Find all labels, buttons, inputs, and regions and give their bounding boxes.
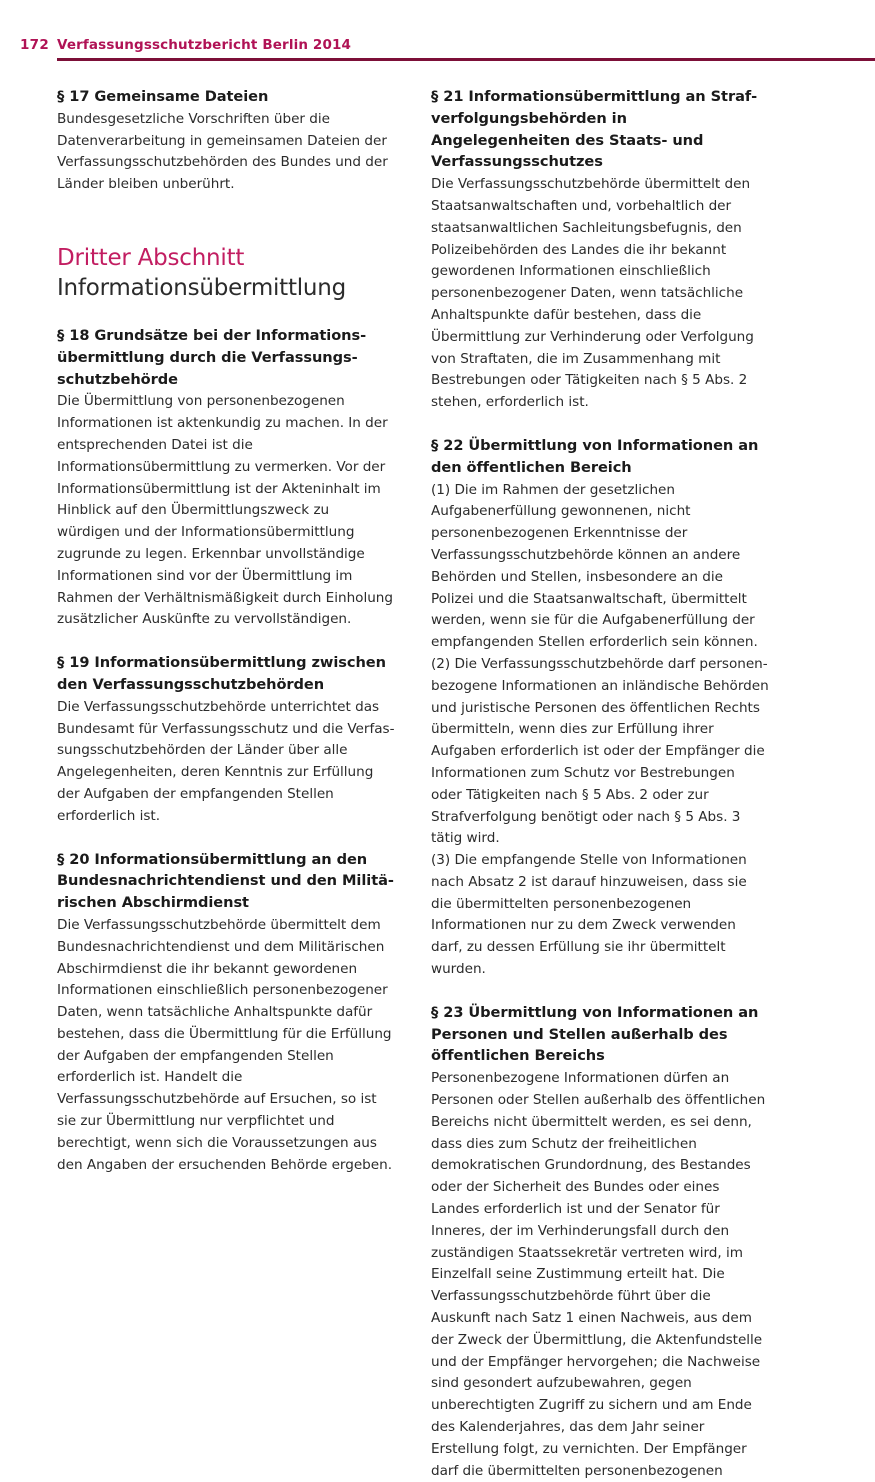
section-body-22-para-2: (2) Die Verfassungsschutzbehörde darf personenbezogene Informationen an inländische Behörden und juristische Personen des öffentlichen Rechts übermitteln, wenn dies zur Erfüllung ihrer Aufgaben erforderlich ist oder der Empfänger die Informationen zum Schutz vor Bestrebungen oder Tätigkeiten nach § 5 Abs. 2 oder zur Strafverfolgung benötigt oder nach § 5 Abs. 3 tätig wird. [431, 655, 769, 847]
section-heading-17: § 17 Gemeinsame Dateien [57, 88, 269, 105]
section-body-20: Die Verfassungsschutzbehörde übermittelt dem Bundesnachrichtendienst und dem Militärischen Abschirmdienst die ihr bekannt gewordenen Informationen einschließlich personenbezogener Daten, wenn tatsächliche Anhaltspunkte dafür bestehen, dass die Übermittlung für die Erfüllung der Aufgaben der empfangenden Stellen erforderlich ist. Handelt die Verfassungsschutzbehörde auf Ersuchen, so ist sie zur Übermittlung nur verpflichtet und berechtigt, wenn sich die Voraussetzungen aus den Angaben der ersuchenden Behörde ergeben. [57, 916, 393, 1173]
column-left [57, 86, 395, 1196]
section-heading-23: § 23 Übermittlung von Informationen an Personen und Stellen außerhalb des öffentlichen Bereichs [431, 1003, 759, 1065]
part-kicker: Dritter Abschnitt [57, 244, 245, 271]
running-head [0, 36, 875, 62]
section-body-23: Personenbezogene Informationen dürfen an Personen oder Stellen außerhalb des öffentlichen Bereichs nicht übermittelt werden, es sei denn, dass dies zum Schutz der freiheitlichen demokratischen Grundordnung, des Bestandes oder der Sicherheit des Bundes oder eines Landes erforderlich ist und der Senator für Inneres, der im Verhinderungsfall durch den zuständigen Staatssekretär vertreten wird, im Einzelfall seine Zustimmung erteilt hat. Die Verfassungsschutzbehörde führt über die Auskunft nach Satz 1 einen Nachweis, aus dem der Zweck der Übermittlung, die Aktenfundstelle und der Empfänger hervorgehen; die Nachweise sind gesondert aufzubewahren, gegen unberechtigten Zugriff zu sichern und am Ende des Kalenderjahres, das dem Jahr seiner Erstellung folgt, zu vernichten. Der Empfänger darf die übermittelten personenbezogenen [431, 1070, 766, 1479]
section-heading-19: § 19 Informationsübermittlung zwischen den Verfassungsschutzbehörden [57, 654, 386, 693]
section-body-17: Bundesgesetzliche Vorschriften über die Datenverarbeitung in gemeinsamen Dateien der Verfassungsschutzbehörden des Bundes und der Länder bleiben unberührt. [57, 110, 388, 193]
section-heading-18: § 18 Grundsätze bei der Informationsübermittlung durch die Verfassungsschutzbehörde [57, 326, 367, 388]
column-right [431, 86, 769, 1479]
text-columns [57, 86, 875, 1479]
spacer [57, 196, 395, 243]
section-body-21: Die Verfassungsschutzbehörde übermittelt den Staatsanwaltschaften und, vorbehaltlich der staatsanwaltlichen Sachleitungsbefugnis, den Polizeibehörden des Landes die ihr bekannt gewordenen Informationen einschließlich personenbezogener Daten, wenn tatsächliche Anhaltspunkte dafür bestehen, dass die Übermittlung zur Verhinderung oder Verfolgung von Straftaten, die im Zusammenhang mit Bestrebungen oder Tätigkeiten nach § 5 Abs. 2 stehen, erforderlich ist. [431, 176, 754, 411]
section-body-18: Die Übermittlung von personenbezogenen Informationen ist aktenkundig zu machen. In der entsprechenden Datei ist die Informationsübermittlung zu vermerken. Vor der Informationsübermittlung ist der Akteninhalt im Hinblick auf den Übermittlungszweck zu würdigen und der Informationsübermittlung zugrunde zu legen. Erkennbar unvollständige Informationen sind vor der Übermittlung im Rahmen der Verhältnismäßigkeit durch Einholung zusätzlicher Auskünfte zu vervollständigen. [57, 393, 393, 628]
running-title: Verfassungsschutzbericht Berlin 2014 [57, 37, 352, 53]
spacer [57, 303, 395, 325]
part-heading-block [57, 243, 395, 303]
section-body-19: Die Verfassungsschutzbehörde unterrichtet das Bundesamt für Verfassungsschutz und die Verfassungsschutzbehörden der Länder über alle Angelegenheiten, deren Kenntnis zur Erfüllung der Aufgaben der empfangenden Stellen erforderlich ist. [57, 698, 395, 824]
spacer [431, 981, 769, 1002]
section-heading-22: § 22 Übermittlung von Informationen an den öffentlichen Bereich [431, 436, 759, 476]
header-rule [57, 58, 875, 61]
section-heading-20: § 20 Informationsübermittlung an den Bundesnachrichtendienst und den Militärischen Abschirmdienst [57, 850, 394, 912]
spacer [57, 631, 395, 652]
section-body-22-para-3: (3) Die empfangende Stelle von Informationen nach Absatz 2 ist darauf hinzuweisen, dass sie die übermittelten personenbezogenen Informationen nur zu dem Zweck verwenden darf, zu dessen Erfüllung sie ihr übermittelt wurden. [431, 852, 747, 978]
part-title: Informationsübermittlung [57, 274, 346, 301]
section-heading-21: § 21 Informationsübermittlung an Strafverfolgungsbehörden in Angelegenheiten des Staats- und Verfassungsschutzes [431, 88, 758, 171]
spacer [57, 828, 395, 849]
page-number: 172 [20, 37, 49, 53]
spacer [431, 414, 769, 435]
section-body-22-para-1: (1) Die im Rahmen der gesetzlichen Aufgabenerfüllung gewonnenen, nicht personenbezogenen Erkenntnisse der Verfassungsschutzbehörde können an andere Behörden und Stellen, insbesondere an die Polizei und die Staatsanwaltschaft, übermittelt werden, wenn sie für die Aufgabenerfüllung der empfangenden Stellen erforderlich sein können. [431, 481, 758, 651]
